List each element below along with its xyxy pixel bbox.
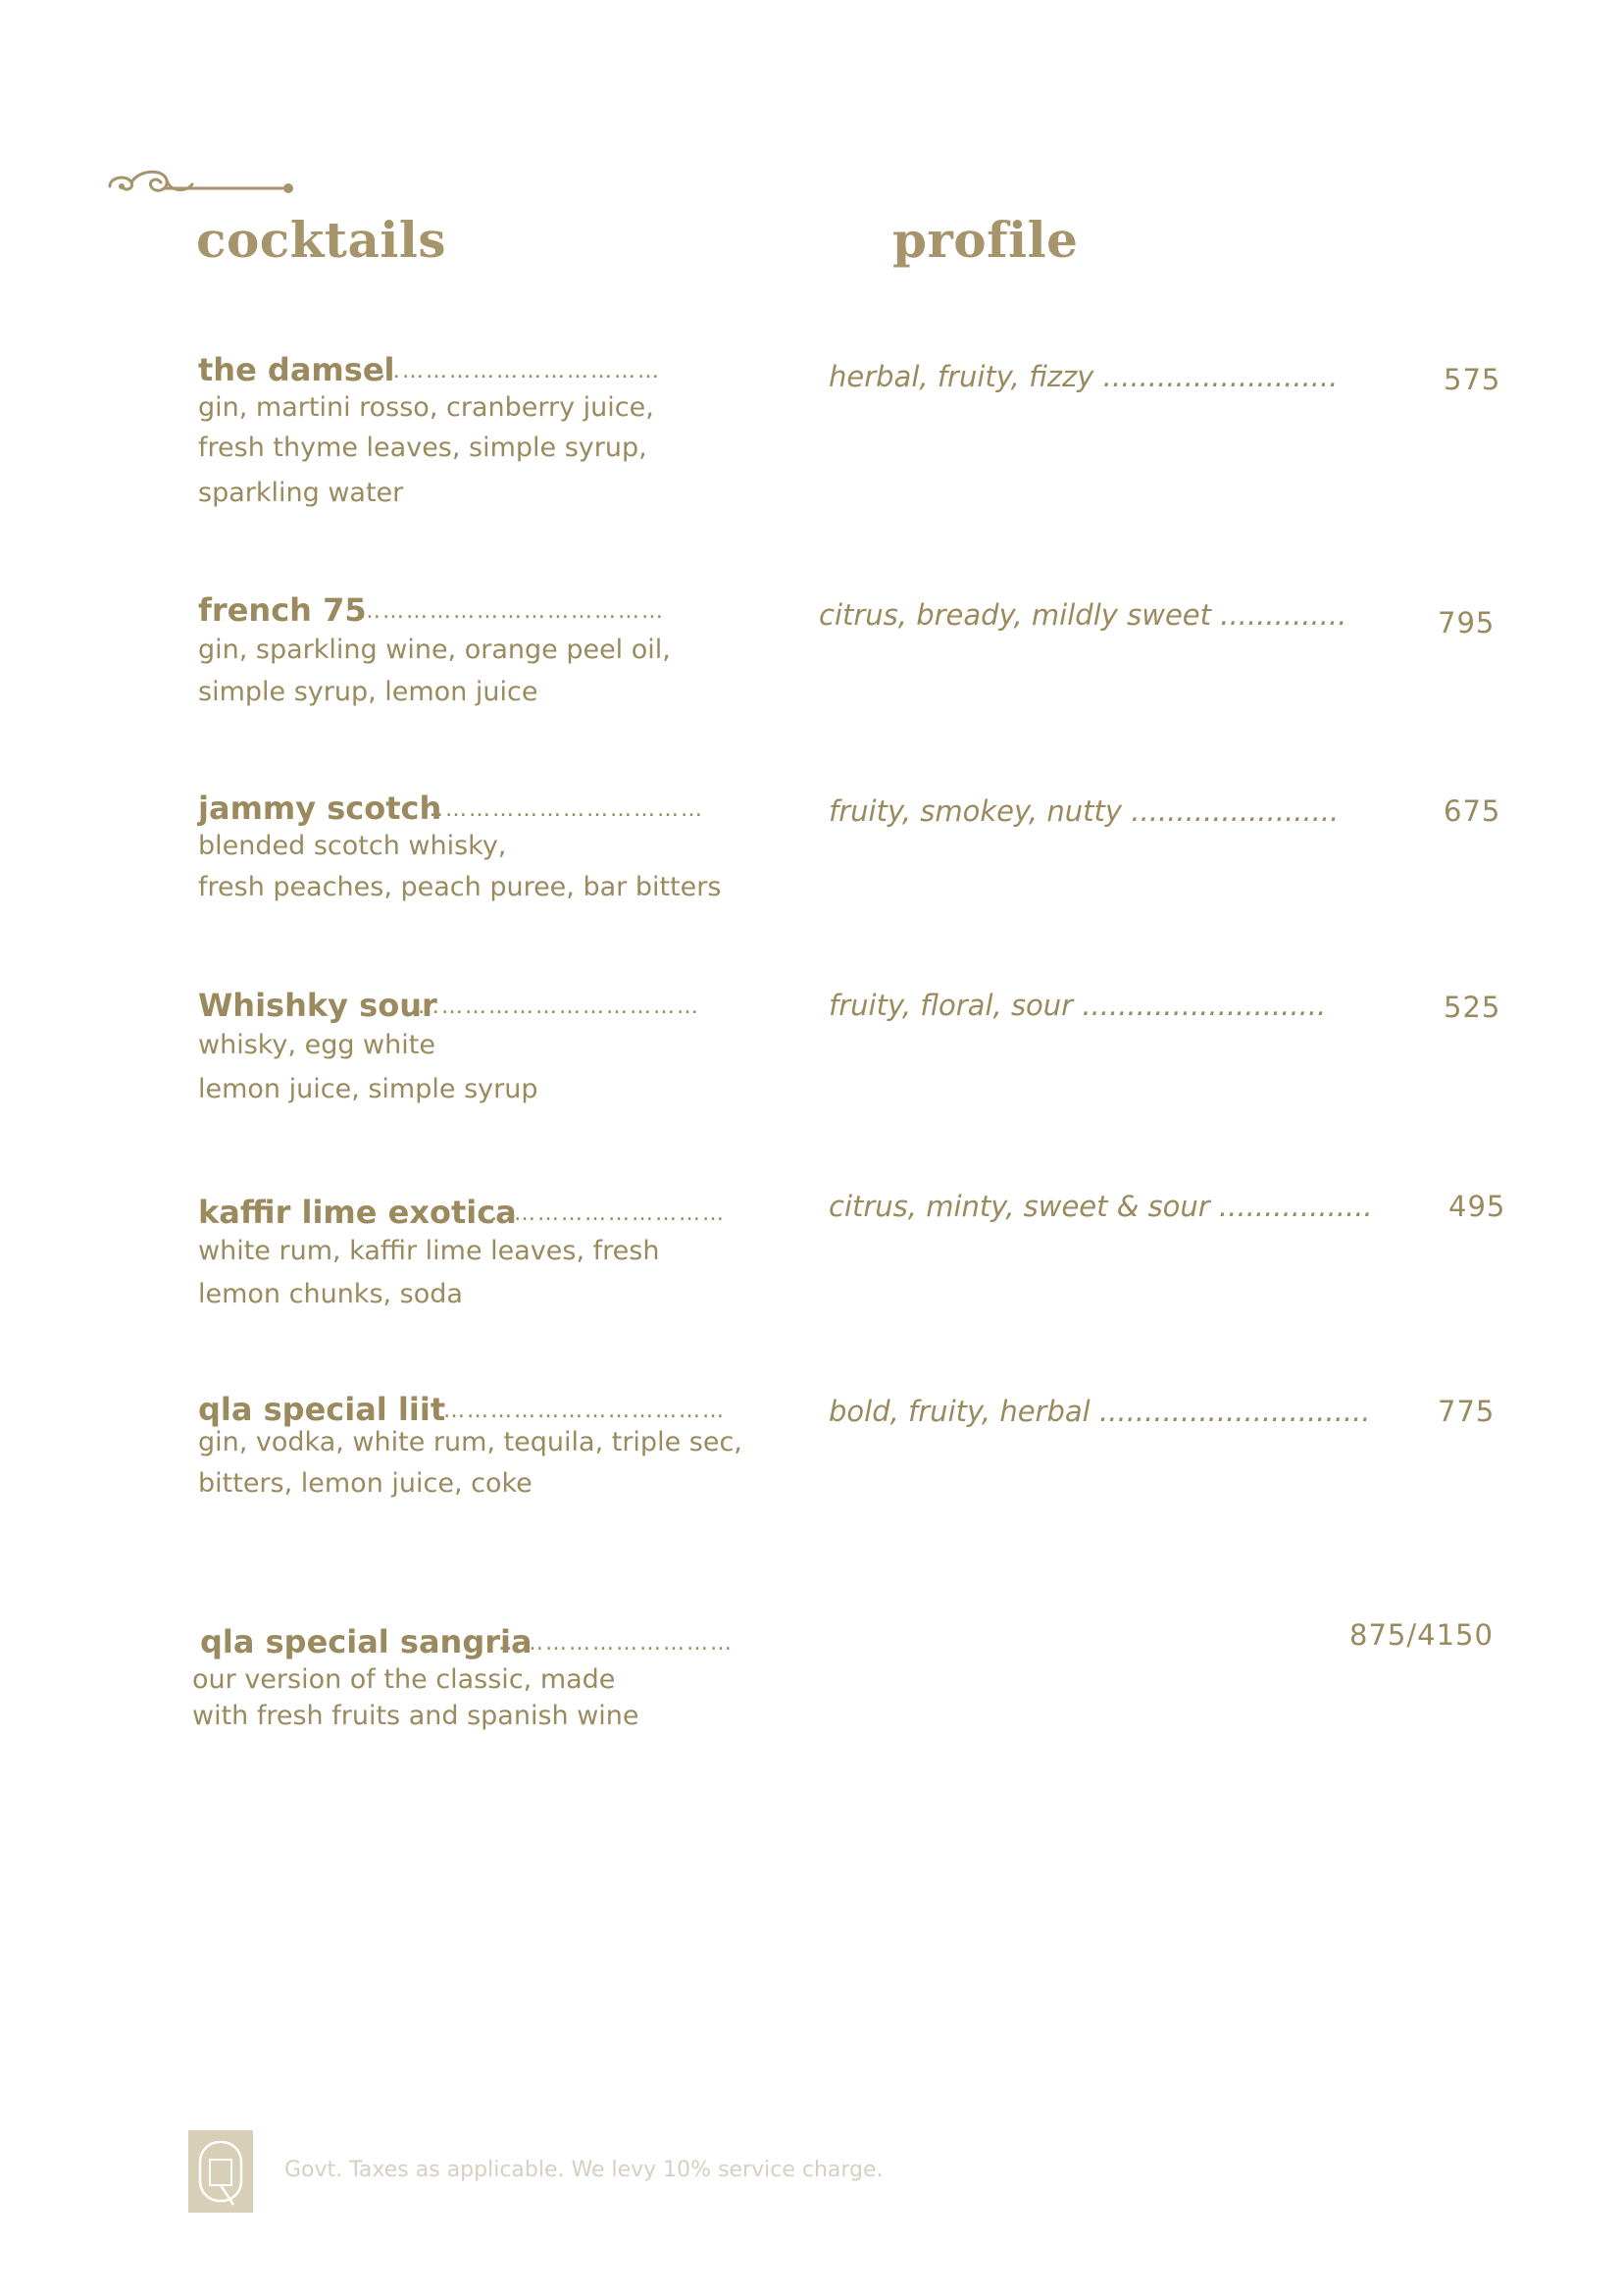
footer-tax-note: Govt. Taxes as applicable. We levy 10% service charge.	[284, 2158, 884, 2182]
item-name: qla special liit	[198, 1391, 446, 1428]
leader-dots: ………………………………	[443, 1399, 726, 1423]
item-name: kaffir lime exotica	[198, 1194, 517, 1231]
item-description: blended scotch whisky,	[198, 831, 507, 861]
item-name: french 75	[198, 591, 367, 629]
item-description: fresh thyme leaves, simple syrup,	[198, 433, 647, 463]
item-description: gin, vodka, white rum, tequila, triple sec,	[198, 1427, 742, 1457]
item-profile: citrus, minty, sweet & sour .................	[829, 1190, 1373, 1223]
item-price: 525	[1444, 991, 1501, 1024]
item-price: 495	[1448, 1190, 1506, 1223]
item-profile: fruity, smokey, nutty .......................	[829, 794, 1340, 828]
item-price: 795	[1438, 606, 1496, 639]
item-profile: bold, fruity, herbal ..............................	[829, 1395, 1371, 1428]
item-price: 775	[1438, 1395, 1496, 1428]
leader-dots: ………………………………	[379, 359, 661, 383]
item-name: jammy scotch	[198, 790, 442, 827]
leader-dots: …………………………………	[359, 599, 665, 624]
item-description: bitters, lemon juice, coke	[198, 1468, 533, 1499]
item-description: lemon chunks, soda	[198, 1279, 463, 1309]
profile-heading: profile	[892, 211, 1079, 269]
item-price: 675	[1444, 794, 1501, 828]
item-description: gin, sparkling wine, orange peel oil,	[198, 635, 671, 665]
item-name: qla special sangria	[200, 1623, 533, 1660]
item-profile: fruity, floral, sour ...........................	[829, 989, 1327, 1022]
item-name: the damsel	[198, 351, 395, 388]
leader-dots: …………………………	[498, 1631, 734, 1656]
item-description: simple syrup, lemon juice	[198, 677, 538, 707]
item-profile: herbal, fruity, fizzy ..........................	[829, 360, 1339, 393]
leader-dots: ………………………………	[422, 797, 704, 822]
item-description: whisky, egg white	[198, 1030, 435, 1060]
item-description: lemon juice, simple syrup	[198, 1074, 538, 1104]
leader-dots: …………………………	[490, 1201, 726, 1226]
item-price: 575	[1444, 363, 1501, 396]
ornament-flourish-icon	[102, 165, 298, 204]
item-description: fresh peaches, peach puree, bar bitters	[198, 872, 722, 902]
item-description: gin, martini rosso, cranberry juice,	[198, 392, 654, 423]
item-description: with fresh fruits and spanish wine	[192, 1701, 639, 1731]
cocktails-heading: cocktails	[196, 211, 447, 269]
item-price: 875/4150	[1349, 1618, 1494, 1652]
item-description: our version of the classic, made	[192, 1664, 616, 1695]
qla-logo-icon	[188, 2130, 253, 2213]
item-description: white rum, kaffir lime leaves, fresh	[198, 1236, 660, 1266]
item-profile: citrus, bready, mildly sweet ..............	[819, 598, 1347, 632]
item-name: Whishky sour	[198, 987, 437, 1024]
leader-dots: ………………………………	[418, 995, 700, 1019]
item-description: sparkling water	[198, 478, 404, 508]
